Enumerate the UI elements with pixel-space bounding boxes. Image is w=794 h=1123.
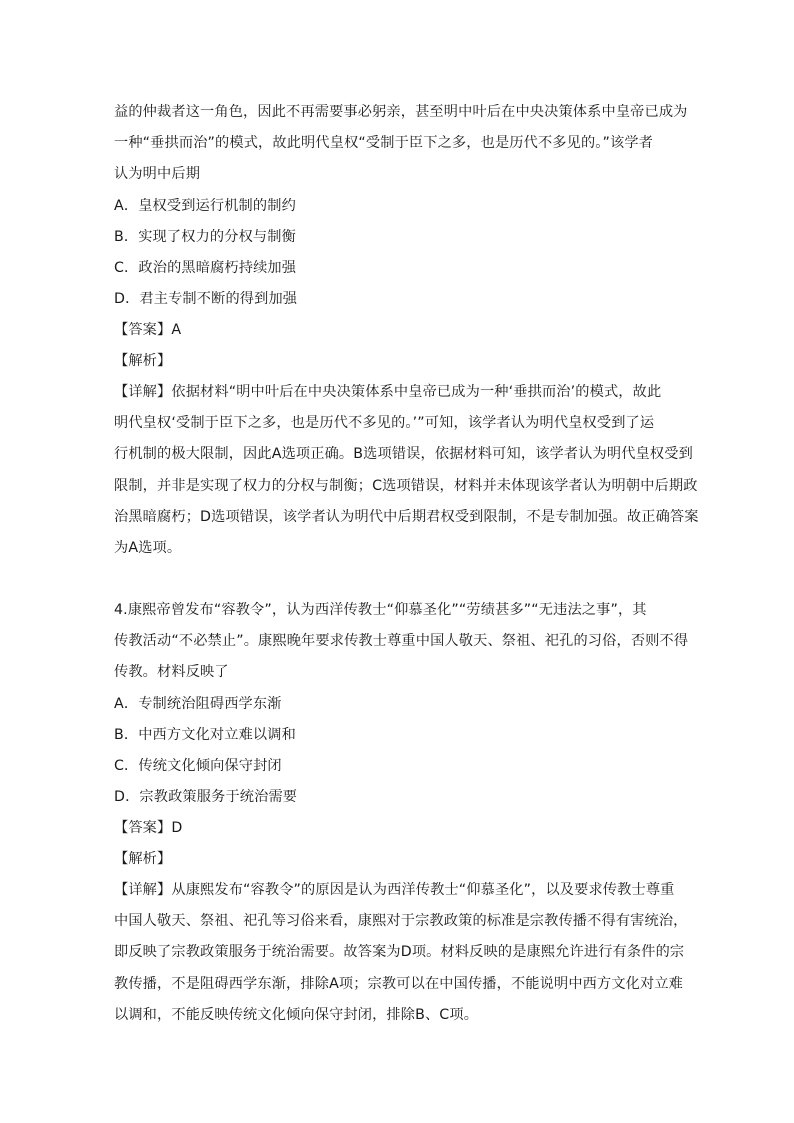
q4-stem-line-1: 4.康熙帝曾发布“容教令”，认为西洋传教士“仰慕圣化”“劳绩甚多”“无违法之事”，其 <box>114 602 647 618</box>
q3-stem-line-2: 一种“垂拱而治”的模式，故此明代皇权“受制于臣下之多，也是历代不多见的。”该学者 <box>114 135 654 151</box>
q3-option-b: B．实现了权力的分权与制衡 <box>114 229 296 245</box>
q4-option-d: D．宗教政策服务于统治需要 <box>114 789 298 805</box>
q4-detail-line-1: 【详解】从康熙发布“容教令”的原因是认为西洋传教士“仰慕圣化”，以及要求传教士尊重 <box>114 882 675 898</box>
q4-detail-line-2: 中国人敬天、祭祖、祀孔等习俗来看，康熙对于宗教政策的标准是宗教传播不得有害统治， <box>114 913 688 929</box>
q4-detail-line-4: 教传播，不是阻碍西学东渐，排除A项；宗教可以在中国传播，不能说明中西方文化对立难 <box>114 976 684 992</box>
q4-option-a: A．专制统治阻碍西学东渐 <box>114 696 282 712</box>
q4-stem-line-3: 传教。材料反映了 <box>114 664 229 680</box>
q4-analysis-label: 【解析】 <box>114 851 172 867</box>
q3-detail-line-3: 行机制的极大限制，因此A选项正确。B选项错误，依据材料可知，该学者认为明代皇权受到 <box>114 446 693 462</box>
q3-option-a: A．皇权受到运行机制的制约 <box>114 198 296 214</box>
q3-option-c: C．政治的黑暗腐朽持续加强 <box>114 260 297 276</box>
q3-detail-line-2: 明代皇权‘受制于臣下之多，也是历代不多见的。’”可知，该学者认为明代皇权受到了运 <box>114 415 655 431</box>
q4-detail-line-3: 即反映了宗教政策服务于统治需要。故答案为D项。材料反映的是康熙允许进行有条件的宗 <box>114 944 685 960</box>
q3-detail-line-5: 治黑暗腐朽；D选项错误，该学者认为明代中后期君权受到限制，不是专制加强。故正确答案 <box>114 509 699 525</box>
q3-detail-line-6: 为A选项。 <box>114 540 182 556</box>
q3-answer: 【答案】A <box>114 322 182 338</box>
q4-answer: 【答案】D <box>114 820 183 836</box>
q4-option-c: C．传统文化倾向保守封闭 <box>114 758 282 774</box>
q4-detail-line-5: 以调和，不能反映传统文化倾向保守封闭，排除B、C项。 <box>114 1007 479 1023</box>
q3-detail-line-1: 【详解】依据材料“明中叶后在中央决策体系中皇帝已成为一种‘垂拱而治’的模式，故此 <box>114 384 662 400</box>
q3-stem-line-3: 认为明中后期 <box>114 166 201 182</box>
q3-detail-line-4: 限制，并非是实现了权力的分权与制衡；C选项错误，材料并未体现该学者认为明朝中后期政 <box>114 478 698 494</box>
q4-option-b: B．中西方文化对立难以调和 <box>114 727 296 743</box>
q3-option-d: D．君主专制不断的得到加强 <box>114 291 298 307</box>
q4-stem-line-2: 传教活动“不必禁止”。康熙晚年要求传教士尊重中国人敬天、祭祖、祀孔的习俗，否则不得 <box>114 633 689 649</box>
q3-analysis-label: 【解析】 <box>114 353 172 369</box>
q3-stem-line-1: 益的仲裁者这一角色，因此不再需要事必躬亲，甚至明中叶后在中央决策体系中皇帝已成为 <box>114 104 688 120</box>
